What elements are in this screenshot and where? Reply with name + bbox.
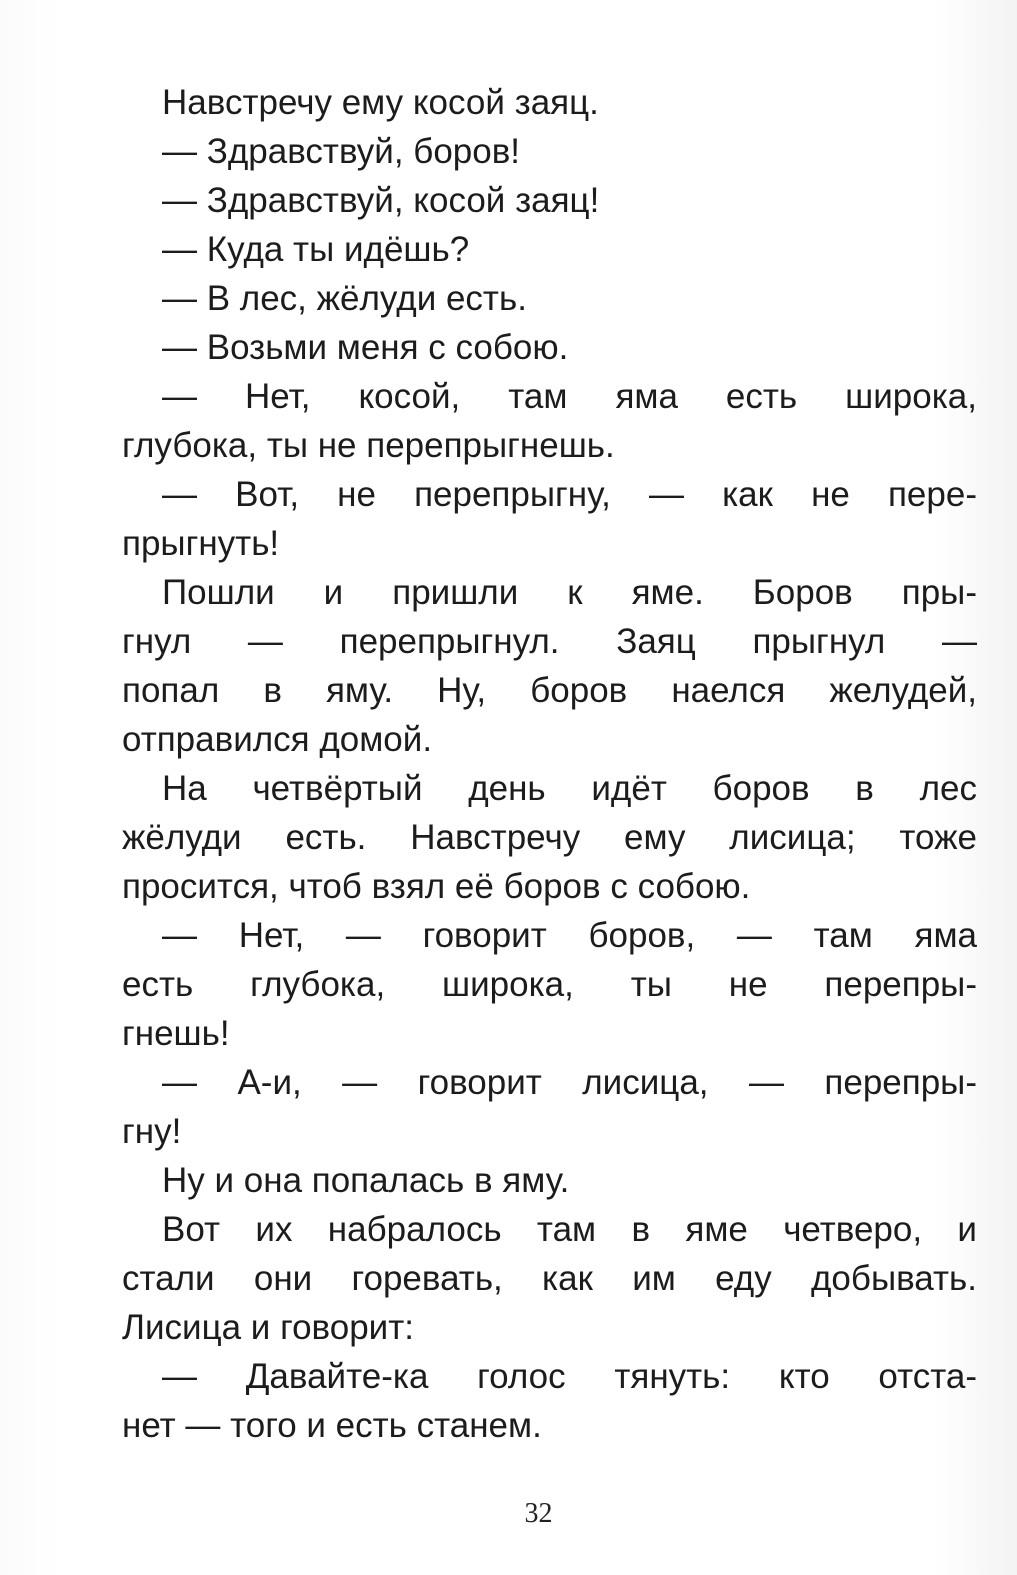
page-number: 32 [524,1498,553,1529]
text-line: глубока, ты не перепрыгнешь. [122,426,615,465]
text-line: — В лес, жёлуди есть. [162,279,527,318]
text-line: стали они горевать, как им еду добывать. [122,1259,977,1298]
text-line: Вот их набралось там в яме четверо, и [162,1210,977,1249]
text-line: просится, чтоб взял её боров с собою. [122,867,751,906]
text-line: Лисица и говорит: [122,1308,414,1347]
text-line: жёлуди есть. Навстречу ему лисица; тоже [122,818,977,857]
text-line: — Здравствуй, боров! [162,132,521,171]
text-line: гну! [122,1112,182,1151]
text-line: — Вот, не перепрыгну, — как не пере- [162,475,977,514]
text-line: отправился домой. [122,720,433,759]
text-line: — Нет, косой, там яма есть широка, [162,377,977,416]
text-line: гнешь! [122,1014,230,1053]
text-line: есть глубока, широка, ты не перепры- [122,965,977,1004]
text-line: Пошли и пришли к яме. Боров пры- [162,573,977,612]
text-line: Ну и она попалась в яму. [162,1161,570,1200]
text-line: — Давайте-ка голос тянуть: кто отста- [162,1357,977,1396]
text-line: На четвёртый день идёт боров в лес [162,769,977,808]
text-line: прыгнуть! [122,524,280,563]
text-line: гнул — перепрыгнул. Заяц прыгнул — [122,622,977,661]
text-line: — Возьми меня с собою. [162,328,569,367]
text-line: — А-и, — говорит лисица, — перепры- [162,1063,977,1102]
text-line: — Куда ты идёшь? [162,230,470,269]
text-line: — Нет, — говорит боров, — там яма [162,916,977,955]
page-text [122,78,977,1450]
text-line: нет — того и есть станем. [122,1406,542,1445]
text-line: попал в яму. Ну, боров наелся желудей, [122,671,977,710]
text-line: — Здравствуй, косой заяц! [162,181,600,220]
text-line: Навстречу ему косой заяц. [162,83,599,122]
